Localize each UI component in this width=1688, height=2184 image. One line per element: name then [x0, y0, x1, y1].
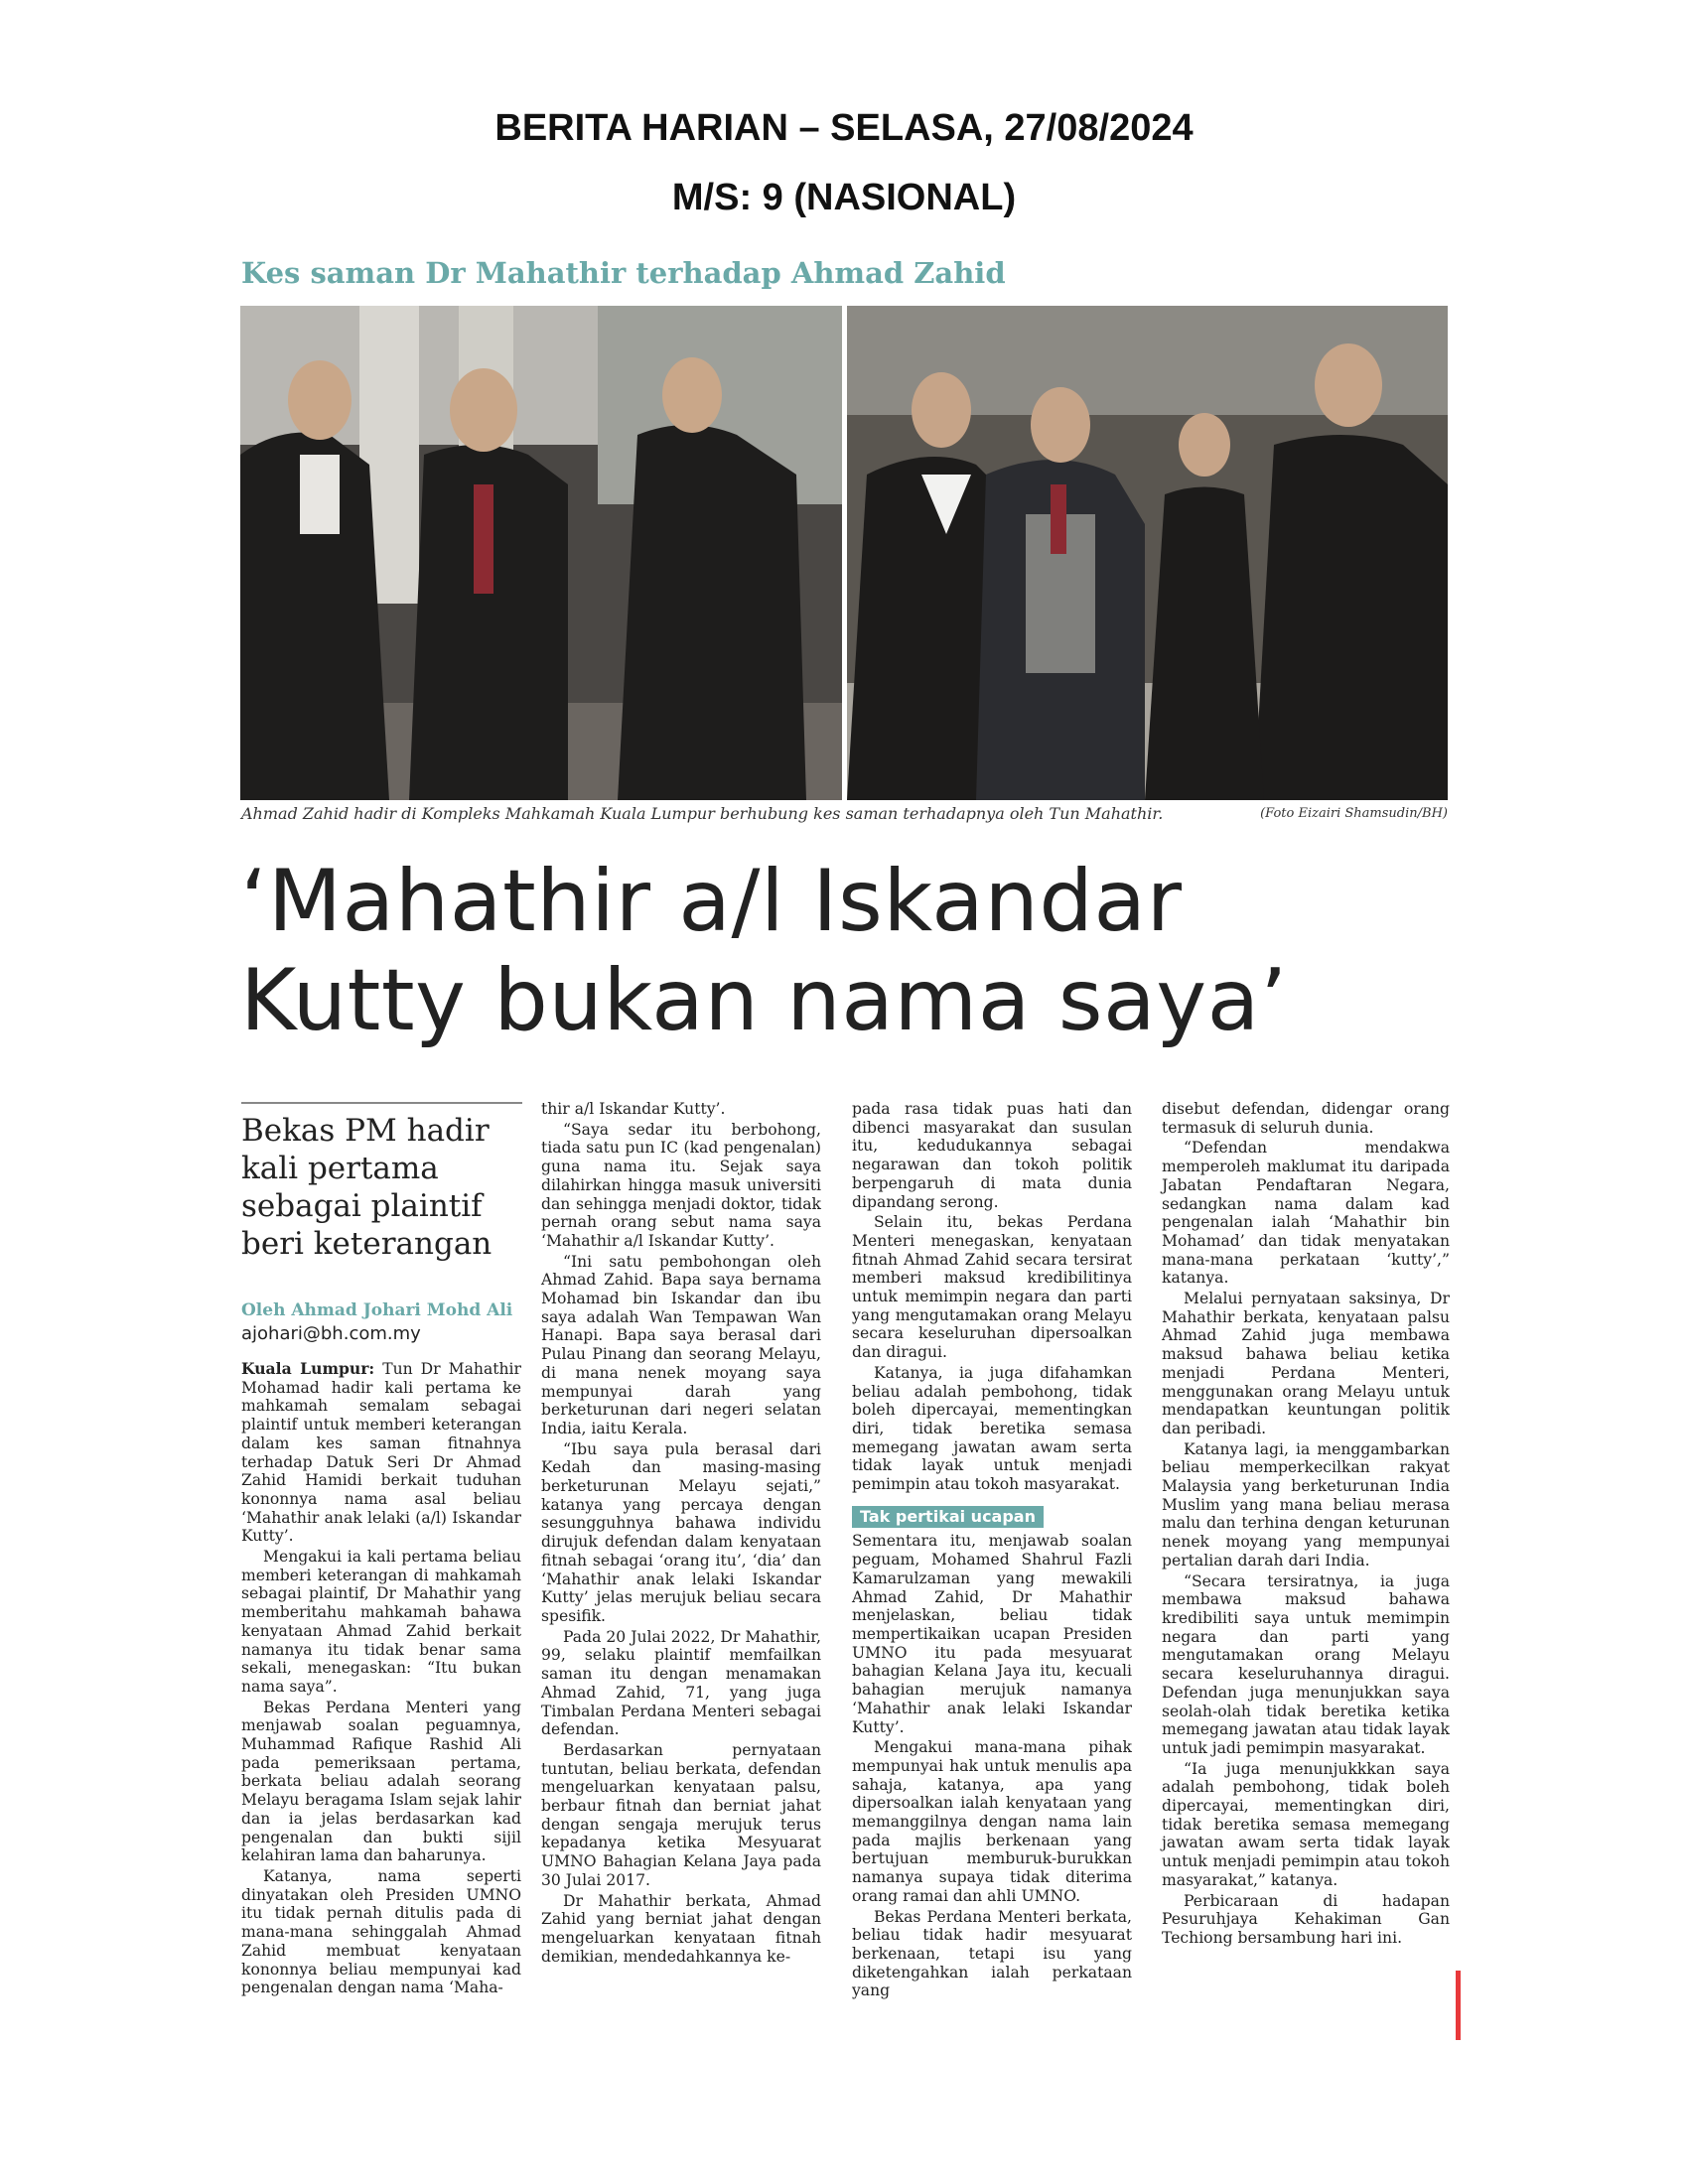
photo-caption: Ahmad Zahid hadir di Kompleks Mahkamah Kuala Lumpur berhubung kes saman terhadapnya oleh Tun Mahathir. [241, 804, 1164, 823]
article-end-marker [1456, 1971, 1461, 2040]
paragraph: “Secara tersiratnya, ia juga membawa maksud bahawa kredibiliti saya untuk memimpin negara dan parti yang mengutamakan orang Melayu secara keseluruhannya diragui. Defendan juga menunjukkan saya seolah-olah tidak beretika ketika memegang jawatan atau tidak layak untuk jadi pemimpin masyarakat. [1162, 1571, 1450, 1757]
paragraph: pada rasa tidak puas hati dan dibenci masyarakat dan susulan itu, kedudukannya sebagai negarawan dan tokoh politik berpengaruh di mata dunia dipandang serong. [852, 1100, 1132, 1211]
paragraph: Katanya lagi, ia menggambarkan beliau memperkecilkan rakyat Malaysia yang berketurunan India Muslim yang mana beliau merasa malu dan terhina dengan keturunan nenek moyang yang mempunyai pertalian darah dari India. [1162, 1439, 1450, 1570]
news-photo-right [847, 306, 1448, 800]
kicker: Kes saman Dr Mahathir terhadap Ahmad Zahid [241, 256, 1006, 290]
article-column-4 [1162, 1100, 1450, 1950]
paragraph: “Saya sedar itu berbohong, tiada satu pun IC (kad pengenalan) guna nama itu. Sejak saya dilahirkan hingga masuk universiti dan sehingga menjadi doktor, tidak pernah orang sebut nama saya ‘Mahathir a/l Iskandar Kutty’. [541, 1120, 821, 1250]
paragraph: Dr Mahathir berkata, Ahmad Zahid yang berniat jahat dengan mengeluarkan kenyataan fitnah demikian, mendedahkannya ke- [541, 1891, 821, 1966]
clipping-header-date: BERITA HARIAN – SELASA, 27/08/2024 [494, 107, 1194, 149]
paragraph: Sementara itu, menjawab soalan peguam, Mohamed Shahrul Fazli Kamarulzaman yang mewakili Ahmad Zahid, Dr Mahathir menjelaskan, beliau tidak mempertikaikan ucapan Presiden UMNO itu pada mesyuarat bahagian Kelana Jaya itu, kecuali bahagian merujuk namanya ‘Mahathir anak lelaki Iskandar Kutty’. [852, 1532, 1132, 1736]
deck-rule [241, 1102, 522, 1104]
photo-credit: (Foto Eizairi Shamsudin/BH) [1260, 806, 1448, 821]
headline-line-1: ‘Mahathir a/l Iskandar [240, 852, 1183, 951]
paragraph: Pada 20 Julai 2022, Dr Mahathir, 99, selaku plaintif memfailkan saman itu dengan menamakan Ahmad Zahid, 71, yang juga Timbalan Perdana Menteri sebagai defendan. [541, 1627, 821, 1739]
article-column-1 [241, 1360, 521, 1999]
section-subhead: Tak pertikai ucapan [852, 1506, 1044, 1529]
paragraph: Kuala Lumpur: Tun Dr Mahathir Mohamad hadir kali pertama ke mahkamah semalam sebagai plaintif untuk memberi keterangan dalam kes saman fitnahnya terhadap Datuk Seri Dr Ahmad Zahid Hamidi berkait tuduhan kononnya nama asal beliau ‘Mahathir anak lelaki (a/l) Iskandar Kutty’. [241, 1359, 521, 1546]
paragraph: Mengakui ia kali pertama beliau memberi keterangan di mahkamah sebagai plaintif, Dr Mahathir yang memberitahu mahkamah bahawa kenyataan Ahmad Zahid berkait namanya itu tidak benar sama sekali, menegaskan: “Itu bukan nama saya”. [241, 1548, 521, 1696]
headline-line-2: Kutty bukan nama saya’ [240, 951, 1288, 1050]
paragraph: Mengakui mana-mana pihak mempunyai hak untuk menulis apa sahaja, katanya, apa yang dipersoalkan ialah kenyataan yang memanggilnya dengan nama lain pada majlis berkenaan yang bertujuan memburuk-burukkan namanya supaya tidak diterima orang ramai dan ahli UMNO. [852, 1738, 1132, 1905]
paragraph: Bekas Perdana Menteri yang menjawab soalan peguamnya, Muhammad Rafique Rashid Ali pada pemeriksaan pertama, berkata beliau adalah seorang Melayu beragama Islam sejak lahir dan ia jelas berdasarkan kad pengenalan dan bukti sijil kelahiran lama dan baharunya. [241, 1698, 521, 1865]
paragraph: Melalui pernyataan saksinya, Dr Mahathir berkata, kenyataan palsu Ahmad Zahid juga membawa maksud bahawa beliau ketika menjadi Perdana Menteri, menggunakan orang Melayu untuk mendapatkan keuntungan politik dan peribadi. [1162, 1290, 1450, 1437]
byline-email: ajohari@bh.com.my [241, 1323, 421, 1344]
paragraph: “Ia juga menunjukkkan saya adalah pembohong, tidak boleh dipercayai, mementingkan diri, tidak beretika semasa memegang jawatan awam serta tidak layak untuk menjadi pemimpin atau tokoh masyarakat,” katanya. [1162, 1759, 1450, 1889]
dateline: Kuala Lumpur: [241, 1359, 375, 1378]
article-column-3 [852, 1100, 1132, 2002]
paragraph: “Defendan mendakwa memperoleh maklumat itu daripada Jabatan Pendaftaran Negara, sedangkan nama dalam kad pengenalan ialah ‘Mahathir bin Mohamad’ dan tidak menyatakan mana-mana perkataan ‘kutty’,” katanya. [1162, 1139, 1450, 1288]
paragraph: Berdasarkan pernyataan tuntutan, beliau berkata, defendan mengeluarkan kenyataan palsu, berbaur fitnah dan berniat jahat dengan sengaja merujuk terus kepadanya ketika Mesyuarat UMNO Bahagian Kelana Jaya pada 30 Julai 2017. [541, 1740, 821, 1889]
paragraph: “Ibu saya pula berasal dari Kedah dan masing-masing berketurunan Melayu sejati,” katanya yang percaya dengan sesungguhnya bahawa individu dirujuk defendan dalam kenyataan fitnah sebagai ‘orang itu’, ‘dia’ dan ‘Mahathir anak lelaki Iskandar Kutty’ jelas merujuk beliau secara spesifik. [541, 1439, 821, 1625]
paragraph: “Ini satu pembohongan oleh Ahmad Zahid. Bapa saya bernama Mohamad bin Iskandar dan ibu saya adalah Wan Tempawan Wan Hanapi. Bapa saya berasal dari Pulau Pinang dan seorang Melayu, di mana nenek moyang saya mempunyai darah yang berketurunan dari negeri selatan India, iaitu Kerala. [541, 1252, 821, 1437]
paragraph: thir a/l Iskandar Kutty’. [541, 1100, 726, 1118]
paragraph: disebut defendan, didengar orang termasuk di seluruh dunia. [1162, 1100, 1450, 1137]
deck-subheadline: Bekas PM hadir kali pertama sebagai plaintif beri keterangan [241, 1113, 492, 1262]
byline-author: Oleh Ahmad Johari Mohd Ali [241, 1300, 513, 1320]
paragraph: Bekas Perdana Menteri berkata, beliau tidak hadir mesyuarat berkenaan, tetapi isu yang diketengahkan ialah perkataan yang [852, 1907, 1132, 2000]
headline [240, 852, 1462, 1050]
news-photo-left [240, 306, 842, 800]
clipping-header-page: M/S: 9 (NASIONAL) [671, 177, 1017, 218]
paragraph: Katanya, nama seperti dinyatakan oleh Presiden UMNO itu tidak pernah ditulis pada di mana-mana sehinggalah Ahmad Zahid membuat kenyataan kononnya beliau mempunyai kad pengenalan dengan nama ‘Maha- [241, 1866, 521, 1997]
article-column-2 [541, 1100, 821, 1968]
paragraph: Katanya, ia juga difahamkan beliau adalah pembohong, tidak boleh dipercayai, mementingkan diri, tidak beretika semasa memegang jawatan awam serta tidak layak untuk menjadi pemimpin atau tokoh masyarakat. [852, 1363, 1132, 1494]
paragraph: Selain itu, bekas Perdana Menteri menegaskan, kenyataan fitnah Ahmad Zahid secara tersirat memberi maksud kredibilitinya untuk memimpin negara dan parti yang mengutamakan orang Melayu secara keseluruhan dipersoalkan dan diragui. [852, 1213, 1132, 1362]
paragraph: Perbicaraan di hadapan Pesuruhjaya Kehakiman Gan Techiong bersambung hari ini. [1162, 1891, 1450, 1947]
